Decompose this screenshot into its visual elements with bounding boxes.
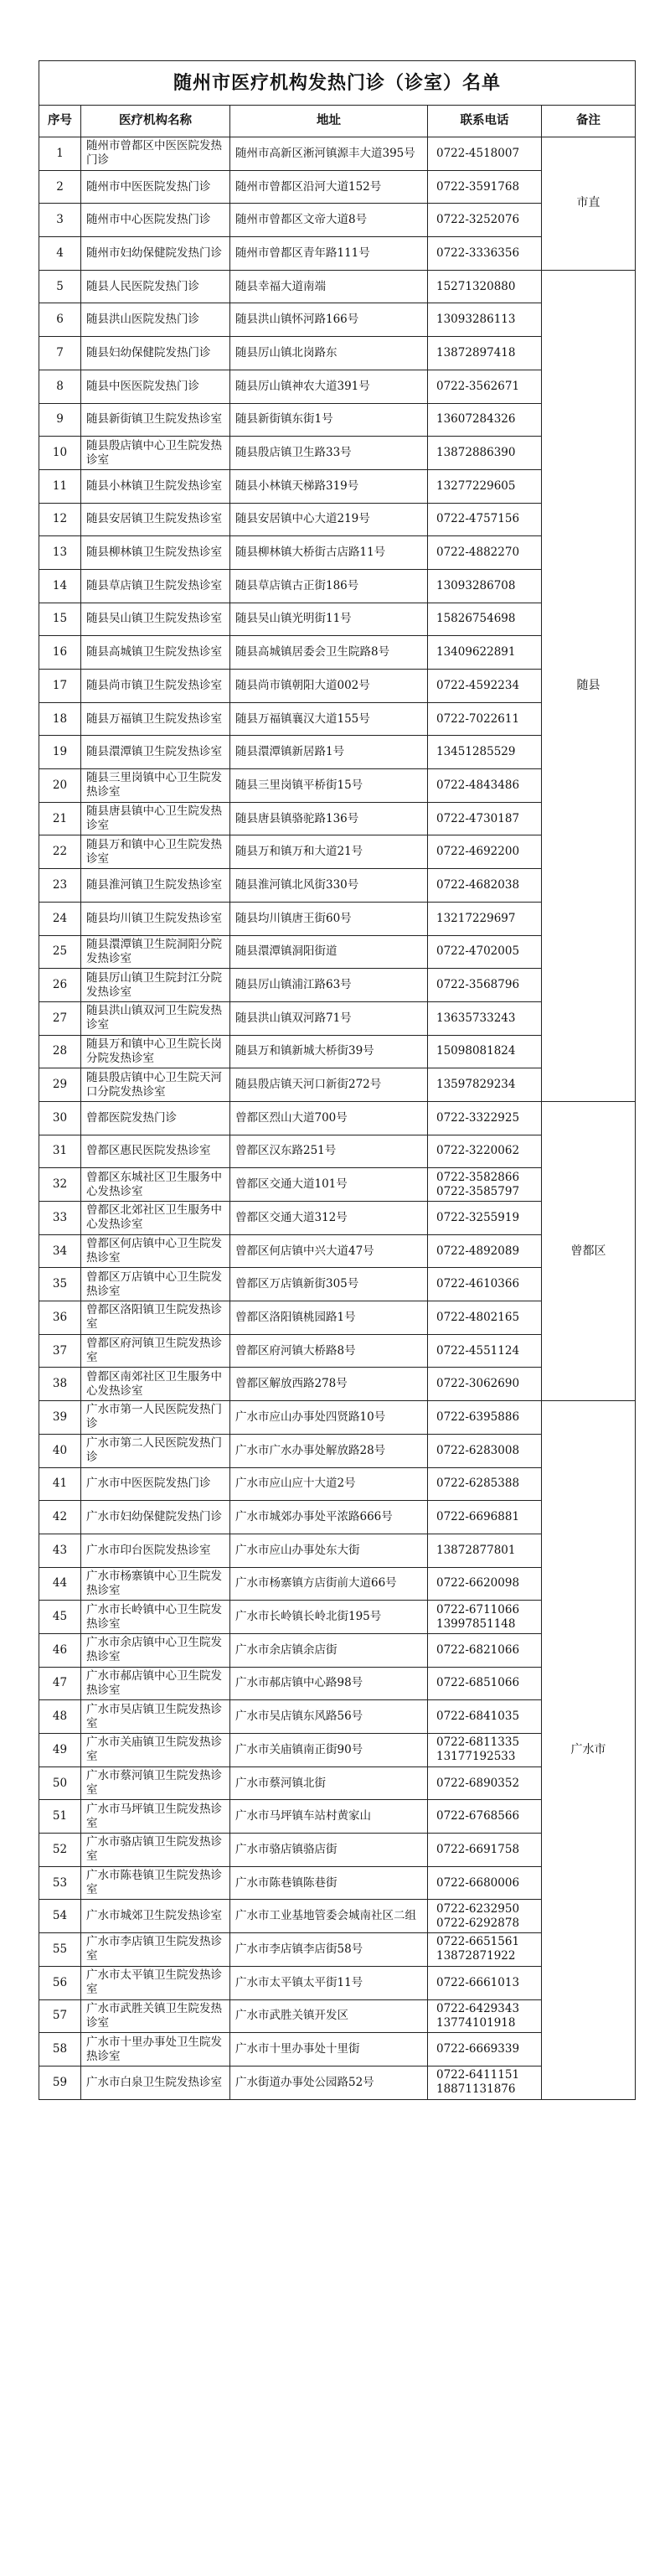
cell-address: 随县唐县镇骆驼路136号 (230, 802, 428, 835)
table-row (39, 1101, 636, 1135)
cell-no: 2 (39, 170, 81, 204)
document-title: 随州市医疗机构发热门诊（诊室）名单 (39, 61, 636, 106)
cell-remark-group: 随县 (542, 270, 636, 1101)
cell-address: 广水市蔡河镇北街 (230, 1766, 428, 1800)
cell-address: 广水市太平镇太平街11号 (230, 1966, 428, 1999)
cell-address: 随州市曾都区沿河大道152号 (230, 170, 428, 204)
cell-phone: 0722-3591768 (428, 170, 542, 204)
cell-name: 曾都区何店镇中心卫生院发热诊室 (81, 1234, 230, 1268)
cell-name: 广水市李店镇卫生院发热诊室 (81, 1933, 230, 1967)
cell-address: 曾都区府河镇大桥路8号 (230, 1334, 428, 1368)
cell-phone: 0722-6768566 (428, 1800, 542, 1834)
cell-phone: 0722-6711066 13997851148 (428, 1601, 542, 1634)
cell-name: 随县万和镇中心卫生院发热诊室 (81, 835, 230, 869)
cell-phone: 0722-4592234 (428, 670, 542, 703)
cell-no: 45 (39, 1601, 81, 1634)
cell-name: 广水市郝店镇中心卫生院发热诊室 (81, 1667, 230, 1700)
cell-address: 随县尚市镇朝阳大道002号 (230, 670, 428, 703)
cell-address: 随县万福镇襄汉大道155号 (230, 702, 428, 736)
cell-phone: 0722-3582866 0722-3585797 (428, 1168, 542, 1202)
cell-address: 曾都区交通大道312号 (230, 1202, 428, 1235)
cell-no: 38 (39, 1368, 81, 1401)
cell-phone: 0722-6669339 (428, 2033, 542, 2066)
title-row (39, 61, 636, 106)
cell-no: 20 (39, 769, 81, 803)
cell-phone: 13217229697 (428, 902, 542, 935)
cell-name: 曾都区府河镇卫生院发热诊室 (81, 1334, 230, 1368)
cell-no: 26 (39, 969, 81, 1002)
cell-phone: 13872886390 (428, 437, 542, 470)
cell-phone: 15826754698 (428, 603, 542, 636)
cell-address: 随州市高新区淅河镇源丰大道395号 (230, 137, 428, 171)
cell-phone: 0722-4892089 (428, 1234, 542, 1268)
cell-name: 曾都区洛阳镇卫生院发热诊室 (81, 1301, 230, 1335)
cell-address: 广水市余店镇余店街 (230, 1633, 428, 1667)
cell-name: 广水市白泉卫生院发热诊室 (81, 2066, 230, 2099)
cell-phone: 0722-6283008 (428, 1434, 542, 1467)
cell-phone: 0722-6696881 (428, 1501, 542, 1534)
cell-name: 广水市城郊卫生院发热诊室 (81, 1900, 230, 1933)
cell-no: 16 (39, 636, 81, 670)
cell-address: 曾都区交通大道101号 (230, 1168, 428, 1202)
cell-name: 广水市中医医院发热门诊 (81, 1467, 230, 1501)
cell-name: 随县高城镇卫生院发热诊室 (81, 636, 230, 670)
cell-phone: 15271320880 (428, 270, 542, 303)
cell-phone: 0722-3336356 (428, 237, 542, 271)
cell-no: 9 (39, 403, 81, 437)
cell-phone: 0722-3255919 (428, 1202, 542, 1235)
cell-name: 广水市吴店镇卫生院发热诊室 (81, 1700, 230, 1734)
cell-address: 广水市应山办事处东大街 (230, 1534, 428, 1567)
cell-phone: 15098081824 (428, 1035, 542, 1068)
cell-address: 随县厉山镇北岗路东 (230, 337, 428, 370)
cell-phone: 0722-4802165 (428, 1301, 542, 1335)
cell-name: 随县淮河镇卫生院发热诊室 (81, 869, 230, 903)
cell-name: 随州市曾都区中医医院发热门诊 (81, 137, 230, 171)
cell-name: 曾都区万店镇中心卫生院发热诊室 (81, 1268, 230, 1301)
cell-no: 51 (39, 1800, 81, 1834)
cell-no: 43 (39, 1534, 81, 1567)
cell-name: 随县妇幼保健院发热门诊 (81, 337, 230, 370)
cell-name: 广水市武胜关镇卫生院发热诊室 (81, 1999, 230, 2033)
cell-phone: 13597829234 (428, 1068, 542, 1102)
cell-address: 广水市杨寨镇方店街前大道66号 (230, 1567, 428, 1601)
cell-address: 随县均川镇唐王街60号 (230, 902, 428, 935)
clinic-list-table (39, 60, 636, 2100)
cell-address: 随县高城镇居委会卫生院路8号 (230, 636, 428, 670)
cell-name: 曾都区东城社区卫生服务中心发热诊室 (81, 1168, 230, 1202)
table-body (39, 137, 636, 2100)
cell-phone: 0722-4843486 (428, 769, 542, 803)
cell-phone: 0722-4682038 (428, 869, 542, 903)
cell-no: 3 (39, 204, 81, 237)
cell-address: 广水市广水办事处解放路28号 (230, 1434, 428, 1467)
cell-name: 随县万福镇卫生院发热诊室 (81, 702, 230, 736)
cell-address: 广水市马坪镇车站村黄家山 (230, 1800, 428, 1834)
cell-no: 24 (39, 902, 81, 935)
cell-name: 广水市长岭镇中心卫生院发热诊室 (81, 1601, 230, 1634)
cell-address: 曾都区何店镇中兴大道47号 (230, 1234, 428, 1268)
cell-phone: 0722-6395886 (428, 1401, 542, 1435)
cell-address: 广水市陈巷镇陈巷街 (230, 1866, 428, 1900)
cell-no: 5 (39, 270, 81, 303)
cell-address: 随县小林镇天梯路319号 (230, 469, 428, 503)
cell-name: 曾都区南郊社区卫生服务中心发热诊室 (81, 1368, 230, 1401)
header-no: 序号 (39, 106, 81, 137)
cell-phone: 0722-6620098 (428, 1567, 542, 1601)
cell-phone: 0722-4882270 (428, 536, 542, 570)
cell-phone: 0722-6232950 0722-6292878 (428, 1900, 542, 1933)
cell-address: 随县三里岗镇平桥街15号 (230, 769, 428, 803)
header-phone: 联系电话 (428, 106, 542, 137)
cell-name: 随县尚市镇卫生院发热诊室 (81, 670, 230, 703)
cell-name: 曾都区北郊社区卫生服务中心发热诊室 (81, 1202, 230, 1235)
cell-name: 随州市中医医院发热门诊 (81, 170, 230, 204)
cell-address: 随县幸福大道南端 (230, 270, 428, 303)
cell-name: 随县洪山医院发热门诊 (81, 303, 230, 337)
table-row (39, 137, 636, 171)
cell-no: 14 (39, 569, 81, 603)
cell-phone: 0722-3220062 (428, 1135, 542, 1168)
cell-no: 28 (39, 1035, 81, 1068)
cell-address: 曾都区解放西路278号 (230, 1368, 428, 1401)
cell-no: 32 (39, 1168, 81, 1202)
header-row (39, 106, 636, 137)
cell-name: 广水市第一人民医院发热门诊 (81, 1401, 230, 1435)
cell-phone: 0722-6411151 18871131876 (428, 2066, 542, 2099)
cell-address: 随县安居镇中心大道219号 (230, 503, 428, 536)
cell-no: 37 (39, 1334, 81, 1368)
cell-no: 10 (39, 437, 81, 470)
cell-address: 随县洪山镇双河路71号 (230, 1001, 428, 1035)
cell-no: 48 (39, 1700, 81, 1734)
cell-name: 随县新街镇卫生院发热诊室 (81, 403, 230, 437)
cell-phone: 0722-6661013 (428, 1966, 542, 1999)
cell-phone: 0722-3562671 (428, 370, 542, 403)
cell-phone: 13451285529 (428, 736, 542, 769)
cell-phone: 13635733243 (428, 1001, 542, 1035)
cell-address: 广水市十里办事处十里街 (230, 2033, 428, 2066)
cell-name: 随县小林镇卫生院发热诊室 (81, 469, 230, 503)
cell-name: 广水市马坪镇卫生院发热诊室 (81, 1800, 230, 1834)
cell-no: 33 (39, 1202, 81, 1235)
cell-name: 曾都区惠民医院发热诊室 (81, 1135, 230, 1168)
cell-no: 55 (39, 1933, 81, 1967)
cell-name: 随县殷店镇中心卫生院天河口分院发热诊室 (81, 1068, 230, 1102)
cell-name: 广水市杨寨镇中心卫生院发热诊室 (81, 1567, 230, 1601)
cell-no: 44 (39, 1567, 81, 1601)
cell-name: 广水市太平镇卫生院发热诊室 (81, 1966, 230, 1999)
table-row (39, 270, 636, 303)
cell-address: 随县柳林镇大桥街古店路11号 (230, 536, 428, 570)
cell-address: 随县厉山镇神农大道391号 (230, 370, 428, 403)
cell-no: 8 (39, 370, 81, 403)
cell-no: 31 (39, 1135, 81, 1168)
cell-no: 36 (39, 1301, 81, 1335)
cell-no: 49 (39, 1734, 81, 1767)
cell-no: 12 (39, 503, 81, 536)
cell-name: 随县柳林镇卫生院发热诊室 (81, 536, 230, 570)
cell-phone: 0722-6285388 (428, 1467, 542, 1501)
cell-address: 随县殷店镇卫生路33号 (230, 437, 428, 470)
cell-no: 39 (39, 1401, 81, 1435)
cell-no: 19 (39, 736, 81, 769)
cell-no: 27 (39, 1001, 81, 1035)
cell-phone: 0722-6811335 13177192533 (428, 1734, 542, 1767)
cell-address: 随县洪山镇怀河路166号 (230, 303, 428, 337)
cell-address: 广水市吴店镇东风路56号 (230, 1700, 428, 1734)
cell-phone: 0722-6890352 (428, 1766, 542, 1800)
cell-phone: 13607284326 (428, 403, 542, 437)
cell-name: 随县澴潭镇卫生院洞阳分院发热诊室 (81, 935, 230, 969)
cell-no: 1 (39, 137, 81, 171)
cell-no: 57 (39, 1999, 81, 2033)
cell-phone: 0722-3252076 (428, 204, 542, 237)
cell-name: 曾都医院发热门诊 (81, 1101, 230, 1135)
cell-address: 随县淮河镇北风街330号 (230, 869, 428, 903)
cell-phone: 0722-6841035 (428, 1700, 542, 1734)
cell-name: 随县中医医院发热门诊 (81, 370, 230, 403)
cell-no: 58 (39, 2033, 81, 2066)
cell-name: 随县人民医院发热门诊 (81, 270, 230, 303)
cell-address: 广水市应山办事处四贤路10号 (230, 1401, 428, 1435)
cell-address: 随县草店镇古正街186号 (230, 569, 428, 603)
cell-no: 6 (39, 303, 81, 337)
cell-no: 25 (39, 935, 81, 969)
cell-address: 随县吴山镇光明街11号 (230, 603, 428, 636)
cell-address: 随州市曾都区青年路111号 (230, 237, 428, 271)
cell-phone: 13277229605 (428, 469, 542, 503)
cell-no: 47 (39, 1667, 81, 1700)
cell-name: 广水市蔡河镇卫生院发热诊室 (81, 1766, 230, 1800)
cell-no: 30 (39, 1101, 81, 1135)
cell-no: 52 (39, 1834, 81, 1867)
cell-no: 7 (39, 337, 81, 370)
cell-address: 随县厉山镇浦江路63号 (230, 969, 428, 1002)
cell-no: 21 (39, 802, 81, 835)
cell-phone: 0722-7022611 (428, 702, 542, 736)
cell-address: 广水市李店镇李店街58号 (230, 1933, 428, 1967)
cell-no: 18 (39, 702, 81, 736)
cell-name: 随县安居镇卫生院发热诊室 (81, 503, 230, 536)
cell-phone: 0722-6851066 (428, 1667, 542, 1700)
cell-no: 40 (39, 1434, 81, 1467)
cell-phone: 0722-3568796 (428, 969, 542, 1002)
cell-address: 随县澴潭镇洞阳街道 (230, 935, 428, 969)
cell-address: 随县万和镇新城大桥街39号 (230, 1035, 428, 1068)
cell-phone: 0722-6691758 (428, 1834, 542, 1867)
cell-no: 13 (39, 536, 81, 570)
cell-address: 随州市曾都区文帝大道8号 (230, 204, 428, 237)
cell-address: 随县新街镇东街1号 (230, 403, 428, 437)
cell-phone: 0722-4518007 (428, 137, 542, 171)
cell-name: 广水市第二人民医院发热门诊 (81, 1434, 230, 1467)
cell-name: 随县万和镇中心卫生院长岗分院发热诊室 (81, 1035, 230, 1068)
cell-phone: 0722-6821066 (428, 1633, 542, 1667)
cell-address: 曾都区烈山大道700号 (230, 1101, 428, 1135)
cell-address: 广水市郝店镇中心路98号 (230, 1667, 428, 1700)
cell-name: 随县草店镇卫生院发热诊室 (81, 569, 230, 603)
cell-address: 曾都区洛阳镇桃园路1号 (230, 1301, 428, 1335)
cell-name: 随县殷店镇中心卫生院发热诊室 (81, 437, 230, 470)
cell-no: 54 (39, 1900, 81, 1933)
cell-address: 随县万和镇万和大道21号 (230, 835, 428, 869)
cell-remark-group: 曾都区 (542, 1101, 636, 1400)
header-remark: 备注 (542, 106, 636, 137)
cell-name: 随县厉山镇卫生院封江分院发热诊室 (81, 969, 230, 1002)
cell-name: 广水市印台医院发热诊室 (81, 1534, 230, 1567)
table-row (39, 1401, 636, 1435)
cell-name: 广水市骆店镇卫生院发热诊室 (81, 1834, 230, 1867)
document-sheet (39, 60, 635, 2100)
cell-name: 随县均川镇卫生院发热诊室 (81, 902, 230, 935)
cell-no: 41 (39, 1467, 81, 1501)
cell-name: 随州市中心医院发热门诊 (81, 204, 230, 237)
cell-no: 15 (39, 603, 81, 636)
cell-no: 56 (39, 1966, 81, 1999)
cell-name: 广水市关庙镇卫生院发热诊室 (81, 1734, 230, 1767)
cell-name: 广水市妇幼保健院发热门诊 (81, 1501, 230, 1534)
cell-remark-group: 广水市 (542, 1401, 636, 2099)
cell-name: 随县澴潭镇卫生院发热诊室 (81, 736, 230, 769)
cell-phone: 0722-6680006 (428, 1866, 542, 1900)
cell-address: 随县澴潭镇新居路1号 (230, 736, 428, 769)
cell-address: 广水市长岭镇长岭北街195号 (230, 1601, 428, 1634)
cell-phone: 0722-4757156 (428, 503, 542, 536)
cell-remark-group: 市直 (542, 137, 636, 271)
cell-phone: 13093286708 (428, 569, 542, 603)
cell-phone: 0722-4702005 (428, 935, 542, 969)
cell-phone: 0722-6429343 13774101918 (428, 1999, 542, 2033)
cell-address: 广水市武胜关镇开发区 (230, 1999, 428, 2033)
cell-phone: 0722-6651561 13872871922 (428, 1933, 542, 1967)
cell-phone: 0722-3062690 (428, 1368, 542, 1401)
cell-name: 广水市十里办事处卫生院发热诊室 (81, 2033, 230, 2066)
cell-phone: 0722-4692200 (428, 835, 542, 869)
cell-name: 随县洪山镇双河卫生院发热诊室 (81, 1001, 230, 1035)
cell-no: 42 (39, 1501, 81, 1534)
cell-address: 曾都区万店镇新街305号 (230, 1268, 428, 1301)
cell-name: 随县三里岗镇中心卫生院发热诊室 (81, 769, 230, 803)
cell-no: 35 (39, 1268, 81, 1301)
cell-no: 50 (39, 1766, 81, 1800)
cell-address: 随县殷店镇天河口新街272号 (230, 1068, 428, 1102)
cell-name: 随州市妇幼保健院发热门诊 (81, 237, 230, 271)
cell-address: 广水市应山应十大道2号 (230, 1467, 428, 1501)
cell-no: 23 (39, 869, 81, 903)
cell-no: 17 (39, 670, 81, 703)
cell-no: 11 (39, 469, 81, 503)
cell-phone: 13409622891 (428, 636, 542, 670)
cell-phone: 0722-4610366 (428, 1268, 542, 1301)
cell-name: 随县唐县镇中心卫生院发热诊室 (81, 802, 230, 835)
cell-name: 广水市陈巷镇卫生院发热诊室 (81, 1866, 230, 1900)
cell-no: 22 (39, 835, 81, 869)
cell-phone: 0722-4551124 (428, 1334, 542, 1368)
cell-no: 46 (39, 1633, 81, 1667)
header-address: 地址 (230, 106, 428, 137)
cell-address: 广水市工业基地管委会城南社区二组 (230, 1900, 428, 1933)
cell-name: 随县吴山镇卫生院发热诊室 (81, 603, 230, 636)
cell-no: 53 (39, 1866, 81, 1900)
cell-phone: 13872877801 (428, 1534, 542, 1567)
cell-phone: 13093286113 (428, 303, 542, 337)
cell-phone: 0722-4730187 (428, 802, 542, 835)
cell-name: 广水市余店镇中心卫生院发热诊室 (81, 1633, 230, 1667)
cell-address: 广水街道办事处公园路52号 (230, 2066, 428, 2099)
cell-address: 曾都区汉东路251号 (230, 1135, 428, 1168)
cell-address: 广水市骆店镇骆店街 (230, 1834, 428, 1867)
cell-address: 广水市关庙镇南正街90号 (230, 1734, 428, 1767)
cell-no: 4 (39, 237, 81, 271)
cell-phone: 13872897418 (428, 337, 542, 370)
cell-phone: 0722-3322925 (428, 1101, 542, 1135)
cell-address: 广水市城郊办事处平浓路666号 (230, 1501, 428, 1534)
cell-no: 34 (39, 1234, 81, 1268)
cell-no: 29 (39, 1068, 81, 1102)
header-name: 医疗机构名称 (81, 106, 230, 137)
cell-no: 59 (39, 2066, 81, 2099)
